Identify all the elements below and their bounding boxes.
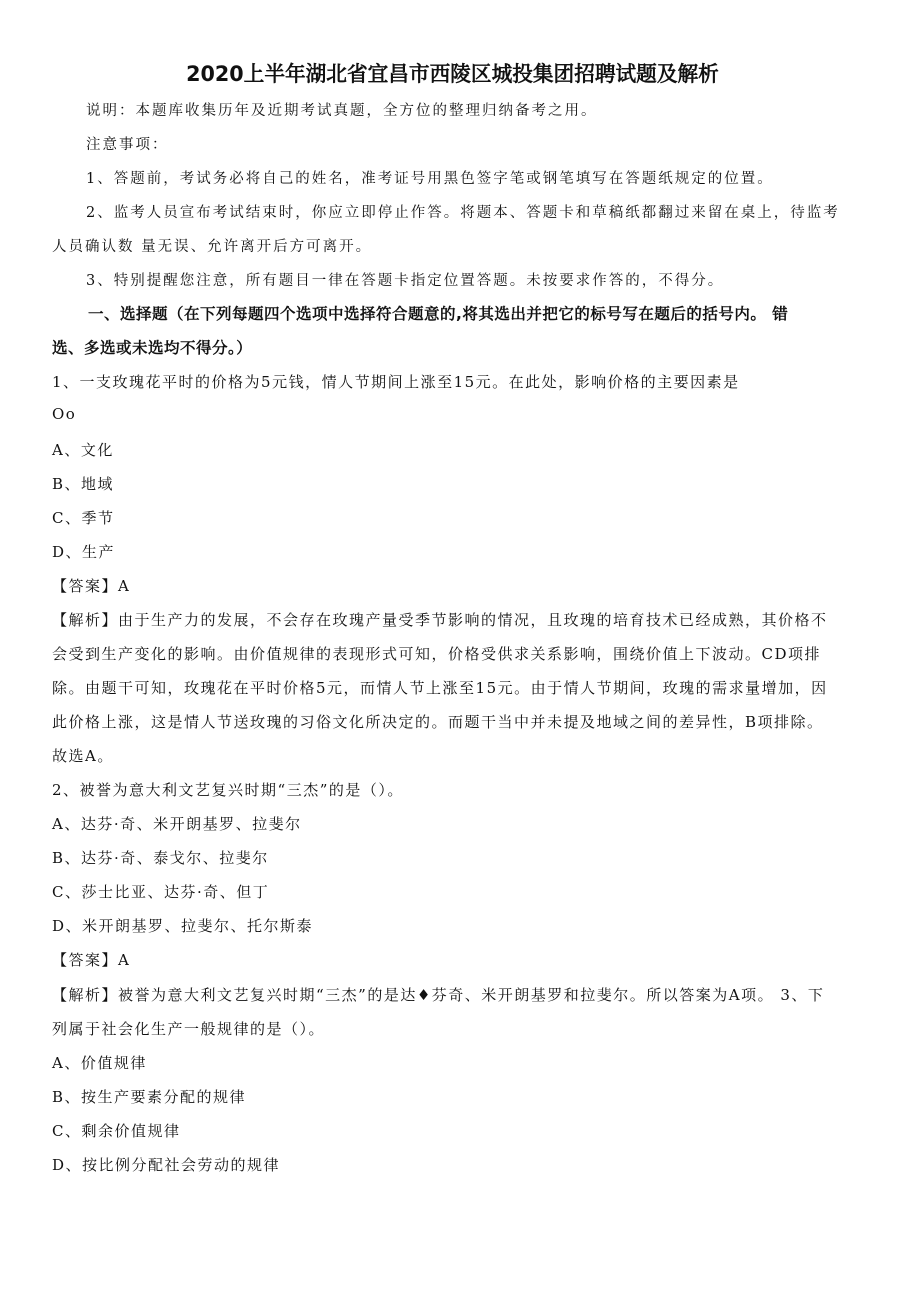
question-1-analysis-line-2: 会受到生产变化的影响。由价值规律的表现形式可知，价格受供求关系影响，围绕价值上下波动。CD项排: [52, 645, 822, 663]
question-1-analysis-line-3: 除。由题干可知，玫瑰花在平时价格5元，而情人节上涨至15元。由于情人节期间，玫瑰的需求量增加，因: [52, 679, 828, 697]
question-2-option-a: A、达芬·奇、米开朗基罗、拉斐尔: [52, 815, 302, 833]
question-1-analysis-line-1: 【解析】由于生产力的发展，不会存在玫瑰产量受季节影响的情况，且玫瑰的培育技术已经成熟，其价格不: [52, 611, 828, 629]
question-1-analysis-line-5: 故选A。: [52, 747, 114, 765]
question-2-option-b: B、达芬·奇、泰戈尔、拉斐尔: [52, 849, 269, 867]
question-1-answer: 【答案】A: [52, 577, 131, 595]
question-1-analysis-line-4: 此价格上涨，这是情人节送玫瑰的习俗文化所决定的。而题干当中并未提及地域之间的差异性，B项排除。: [52, 713, 824, 731]
note-2-line-2: 人员确认数 量无误、允许离开后方可离开。: [52, 239, 373, 255]
question-2-option-c: C、莎士比亚、达芬·奇、但丁: [52, 883, 270, 901]
notes-heading: 注意事项：: [86, 137, 169, 153]
question-3-option-c: C、剩余价值规律: [52, 1122, 181, 1140]
section-heading-line-2: 选、多选或未选均不得分。）: [52, 339, 253, 357]
question-1-option-b: B、地域: [52, 475, 115, 493]
note-2-line-1: 2、监考人员宣布考试结束时，你应立即停止作答。将题本、答题卡和草稿纸都翻过来留在桌上，待监考: [86, 205, 840, 221]
question-3-stem: 列属于社会化生产一般规律的是（）。: [52, 1020, 326, 1038]
question-1-option-d: D、生产: [52, 543, 116, 561]
question-1-option-a: A、文化: [52, 441, 114, 459]
question-3-option-d: D、按比例分配社会劳动的规律: [52, 1156, 281, 1174]
question-3-option-b: B、按生产要素分配的规律: [52, 1088, 247, 1106]
intro-description: 说明：本题库收集历年及近期考试真题，全方位的整理归纳备考之用。: [86, 103, 598, 119]
question-2-answer: 【答案】A: [52, 951, 131, 969]
question-1-stem: 1、一支玫瑰花平时的价格为5元钱，情人节期间上涨至15元。在此处，影响价格的主要因素是: [52, 373, 740, 391]
note-1: 1、答题前，考试务必将自己的姓名，准考证号用黑色签字笔或钢笔填写在答题纸规定的位置。: [86, 171, 774, 187]
question-3-option-a: A、价值规律: [52, 1054, 147, 1072]
question-2-stem: 2、被誉为意大利文艺复兴时期“三杰”的是（）。: [52, 781, 404, 799]
page-title: 2020上半年湖北省宜昌市西陵区城投集团招聘试题及解析: [186, 62, 719, 86]
question-1-stem-cont: Oo: [52, 405, 77, 423]
question-2-option-d: D、米开朗基罗、拉斐尔、托尔斯泰: [52, 917, 314, 935]
question-1-option-c: C、季节: [52, 509, 115, 527]
section-heading-line-1: 一、选择题（在下列每题四个选项中选择符合题意的,将其选出并把它的标号写在题后的括号内。 错: [88, 305, 789, 323]
question-2-analysis-line-1: 【解析】被誉为意大利文艺复兴时期“三杰”的是达♦芬奇、米开朗基罗和拉斐尔。所以答案为A项。 3、下: [52, 986, 825, 1004]
note-3: 3、特别提醒您注意，所有题目一律在答题卡指定位置答题。未按要求作答的，不得分。: [86, 273, 725, 289]
